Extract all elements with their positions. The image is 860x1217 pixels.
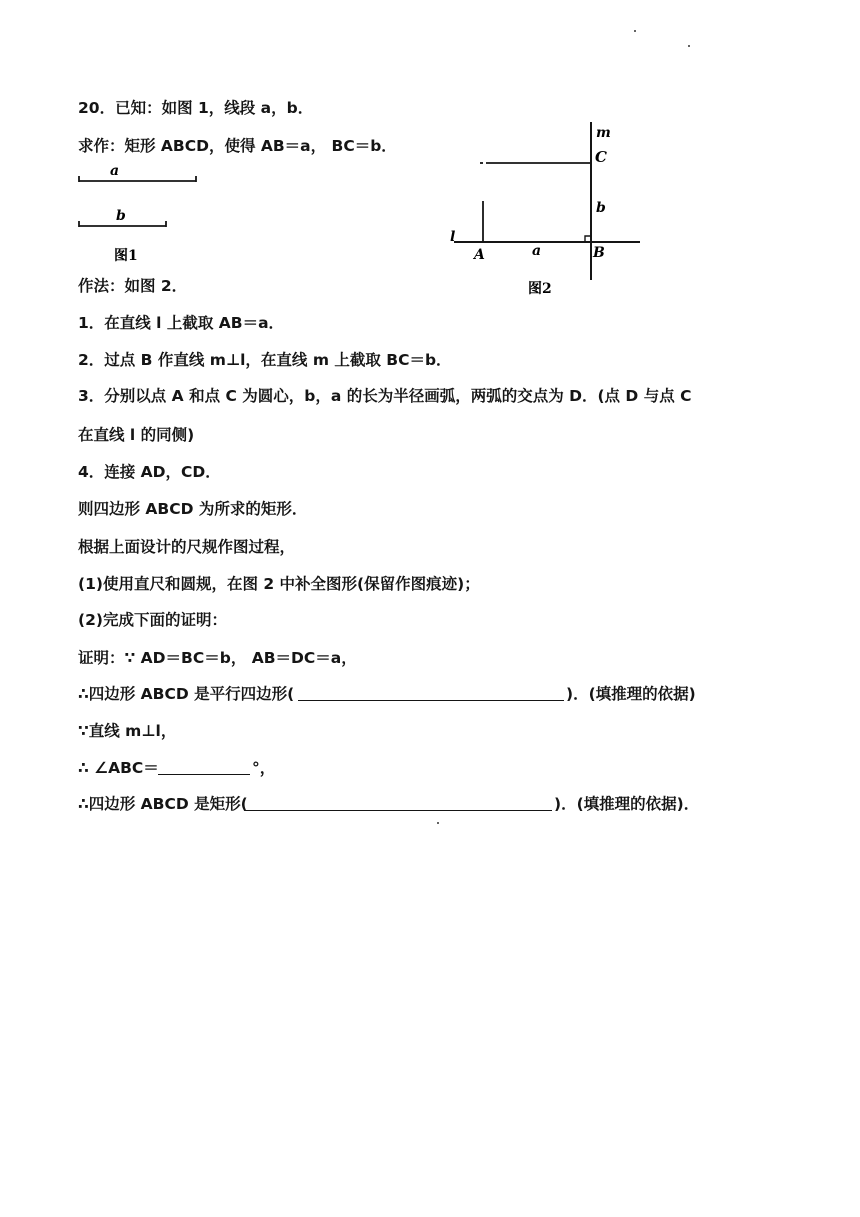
- proof-line-5-end: )．(填推理的依据)．: [554, 795, 700, 813]
- scan-speck: [688, 45, 690, 47]
- step-3: 3．分别以点 A 和点 C 为圆心，b，a 的长为半径画弧，两弧的交点为 D．(点 D 与点 C: [78, 387, 692, 405]
- figure-1: [70, 160, 220, 270]
- label-b-point: B: [593, 245, 605, 261]
- question-2: (2)完成下面的证明：: [78, 611, 227, 629]
- label-b: b: [116, 208, 126, 224]
- proof-line-1: 证明：∵ AD＝BC＝b， AB＝DC＝a，: [78, 649, 357, 667]
- proof-line-2-start: ∴四边形 ABCD 是平行四边形(: [78, 685, 295, 703]
- problem-task: 求作：矩形 ABCD，使得 AB＝a， BC＝b．: [78, 137, 397, 155]
- label-m: m: [596, 125, 611, 141]
- conclusion: 则四边形 ABCD 为所求的矩形．: [78, 500, 308, 518]
- label-a-point: A: [474, 247, 485, 263]
- label-a-fig2: a: [532, 243, 542, 259]
- label-c: C: [595, 148, 607, 166]
- proof-line-3: ∵直线 m⊥l，: [78, 722, 177, 740]
- answer-blank-parallelogram-reason[interactable]: [298, 700, 564, 701]
- step-3-continued: 在直线 l 的同侧): [78, 426, 195, 444]
- proof-line-5-start: ∴四边形 ABCD 是矩形(: [78, 795, 248, 813]
- proof-line-4-start: ∴ ∠ABC＝: [78, 759, 159, 777]
- scan-speck: [634, 30, 636, 32]
- label-b-fig2: b: [596, 200, 606, 216]
- question-1: (1)使用直尺和圆规，在图 2 中补全图形(保留作图痕迹)；: [78, 575, 480, 593]
- proof-line-4-end: °，: [252, 759, 276, 777]
- instruction: 根据上面设计的尺规作图过程，: [78, 538, 296, 556]
- proof-line-2-end: )．(填推理的依据): [566, 685, 696, 703]
- problem-given: 20．已知：如图 1，线段 a，b．: [78, 99, 314, 117]
- label-a: a: [110, 163, 120, 179]
- answer-blank-angle-abc[interactable]: [158, 774, 250, 775]
- step-2: 2．过点 B 作直线 m⊥l，在直线 m 上截取 BC＝b．: [78, 351, 452, 369]
- step-1: 1．在直线 l 上截取 AB＝a．: [78, 314, 285, 332]
- answer-blank-rectangle-reason[interactable]: [246, 810, 552, 811]
- figure-1-caption: 图1: [114, 248, 138, 264]
- step-4: 4．连接 AD，CD．: [78, 463, 221, 481]
- figure-2-caption: 图2: [528, 281, 552, 297]
- scan-speck: [437, 822, 439, 824]
- label-l: l: [450, 229, 456, 245]
- figure-2: [440, 115, 650, 305]
- method-intro: 作法：如图 2．: [78, 277, 188, 295]
